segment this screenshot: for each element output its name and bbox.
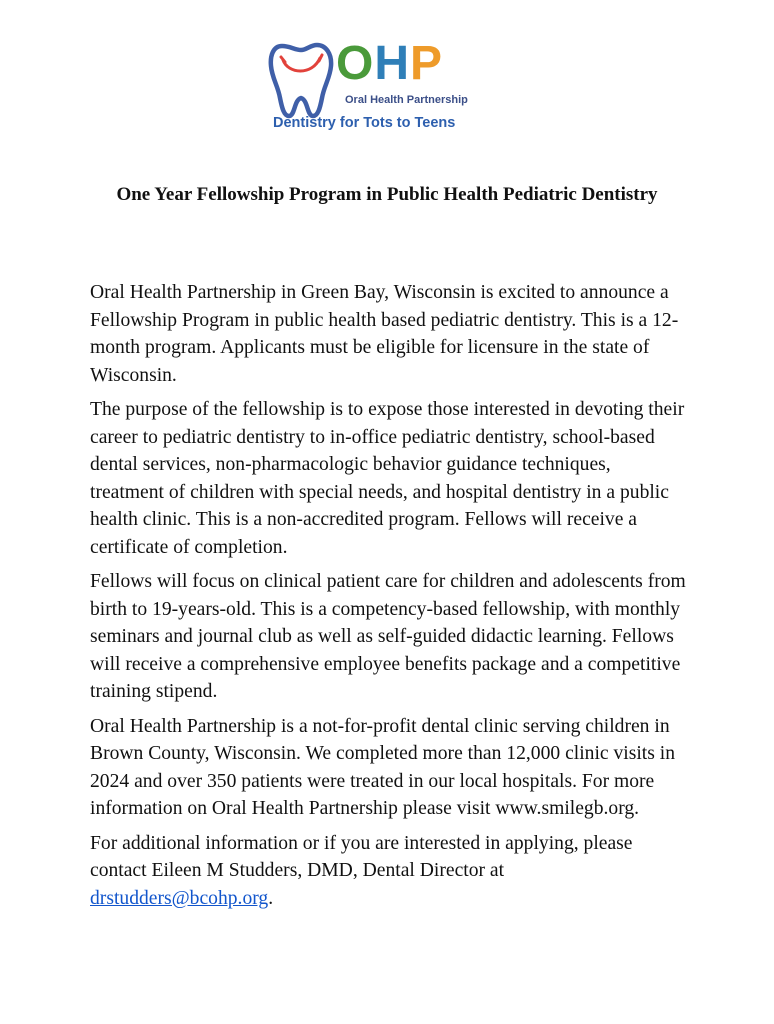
document-body	[90, 279, 688, 919]
contact-text: For additional information or if you are interested in applying, please contact Eileen M Studders, DMD, Dental Director at	[90, 832, 633, 881]
logo-letters	[336, 34, 443, 94]
logo-letter-o: O	[336, 37, 375, 90]
paragraph-about: Oral Health Partnership is a not-for-profit dental clinic serving children in Brown County, Wisconsin. We completed more than 12,000 clinic visits in 2024 and over 350 patients were treated in our local hospitals. For more information on Oral Health Partnership please visit www.smilegb.org.	[90, 715, 676, 819]
logo-organization-name: Oral Health Partnership	[345, 94, 468, 106]
logo-letter-p: P	[410, 37, 444, 90]
document-title: One Year Fellowship Program in Public Health Pediatric Dentistry	[116, 184, 658, 205]
paragraph-contact	[90, 830, 688, 913]
tooth-icon	[268, 40, 338, 120]
paragraph-purpose: The purpose of the fellowship is to expose those interested in devoting their career to pediatric dentistry to in-office pediatric dentistry, school-based dental services, non-pharmacologic behavior guidance techniques, treatment of children with special needs, and hospital dentistry in a public health clinic. This is a non-accredited program. Fellows will receive a certificate of completion.	[90, 399, 685, 558]
contact-suffix: .	[268, 887, 274, 909]
paragraph-intro: Oral Health Partnership in Green Bay, Wisconsin is excited to announce a Fellowship Program in public health based pediatric dentistry. This is a 12-month program. Applicants must be eligible for licensure in the state of Wisconsin.	[90, 282, 679, 386]
logo-tagline: Dentistry for Tots to Teens	[273, 115, 456, 131]
logo-letter-h: H	[374, 37, 411, 90]
paragraph-focus: Fellows will focus on clinical patient care for children and adolescents from birth to 19-years-old. This is a competency-based fellowship, with monthly seminars and journal club as well as self-guided didactic learning. Fellows will receive a comprehensive employee benefits package and a competitive training stipend.	[90, 571, 686, 702]
ohp-logo	[268, 37, 478, 140]
contact-email-link[interactable]: drstudders@bcohp.org	[90, 887, 269, 909]
